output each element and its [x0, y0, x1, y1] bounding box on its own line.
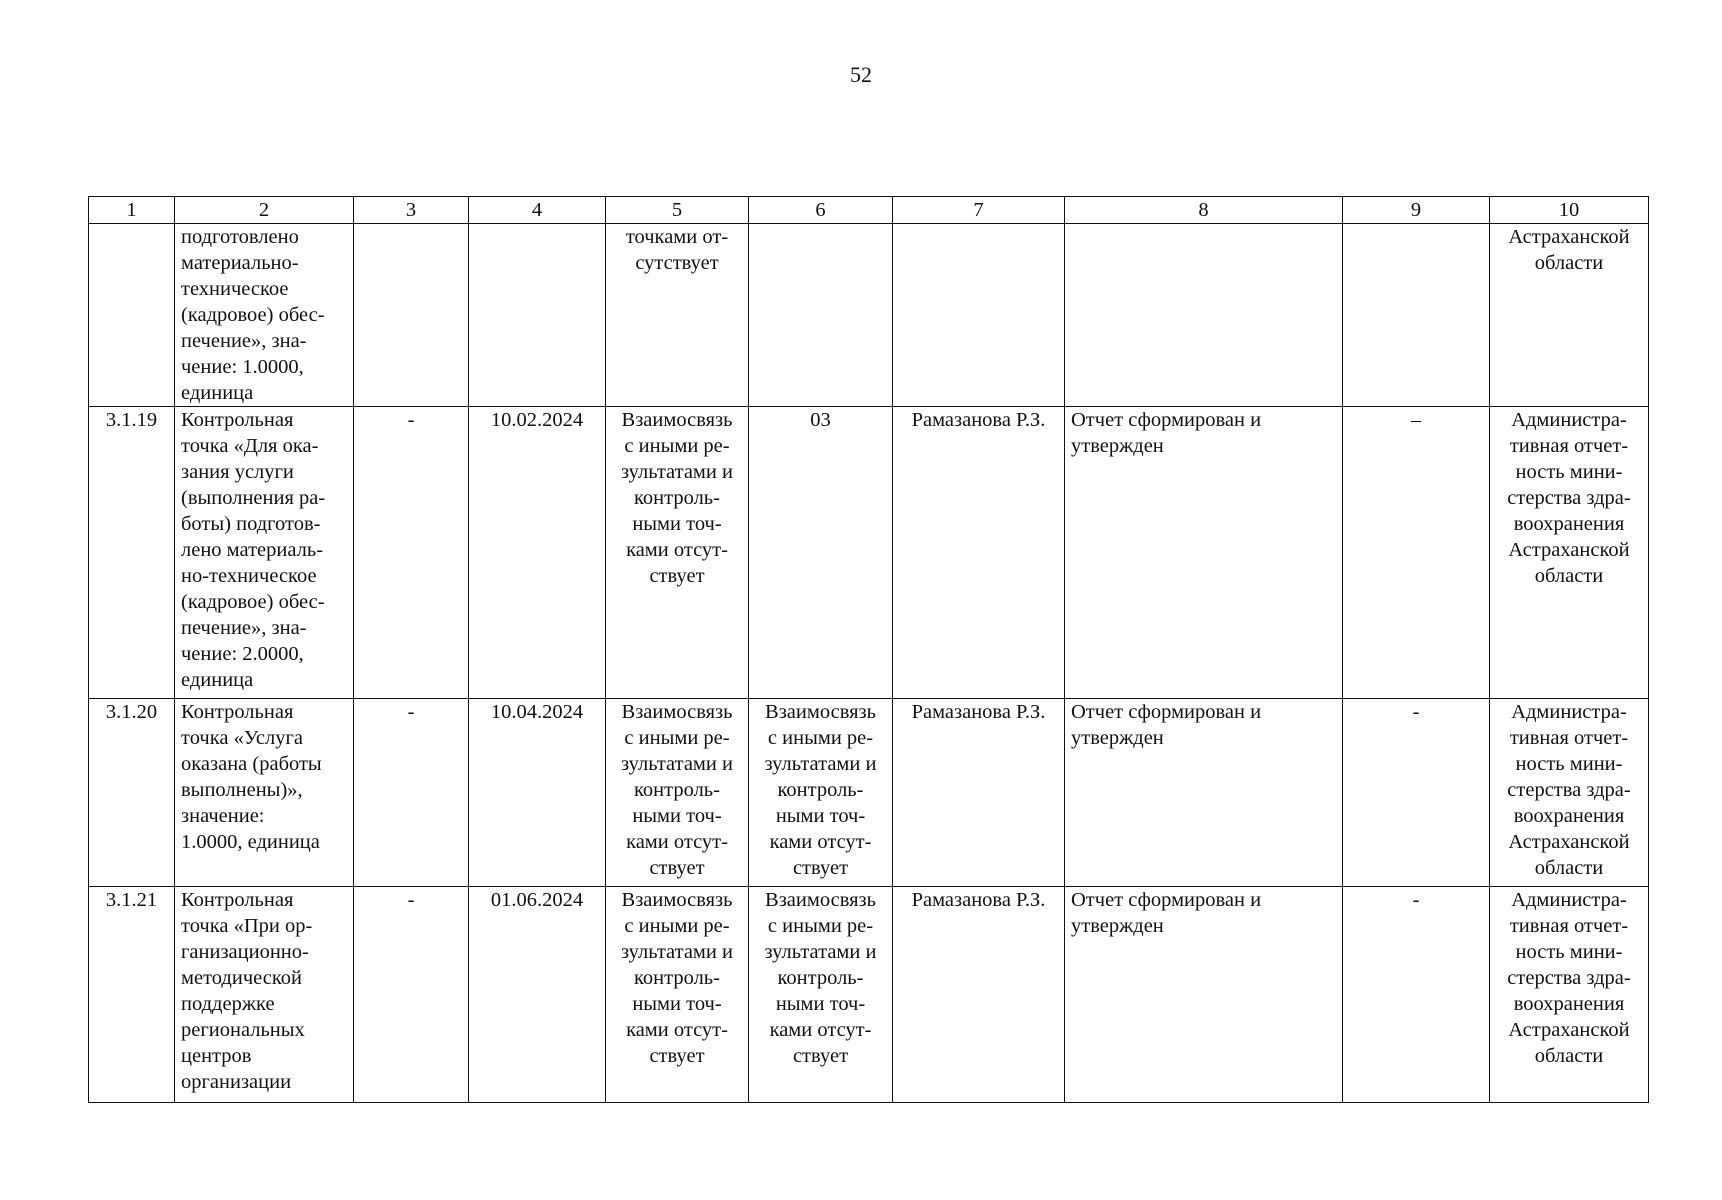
- cell-col3: [354, 224, 469, 407]
- cell-name: Контрольная точка «Для ока- зания услуги (выполнения ра- боты) подготов- лено материаль- но-техническое (кадровое) обес- печение», зна- чение: 2.0000, единица: [175, 407, 354, 699]
- cell-name: Контрольная точка «При ор- ганизационно- методической поддержке региональных центров организации: [175, 887, 354, 1103]
- cell-date: 10.04.2024: [469, 699, 606, 887]
- cell-date: 10.02.2024: [469, 407, 606, 699]
- table-row: [89, 699, 1649, 887]
- plan-table: [88, 196, 1649, 1103]
- column-header-3: 3: [354, 197, 469, 224]
- cell-source: Администра- тивная отчет- ность мини- стерства здра- воохранения Астраханской области: [1490, 887, 1649, 1103]
- cell-col6: Взаимосвязь с иными ре- зультатами и контроль- ными точ- ками отсут- ствует: [749, 699, 893, 887]
- cell-number: 3.1.19: [89, 407, 175, 699]
- cell-col9: [1343, 224, 1490, 407]
- cell-col6: Взаимосвязь с иными ре- зультатами и контроль- ными точ- ками отсут- ствует: [749, 887, 893, 1103]
- cell-document: [1065, 224, 1343, 407]
- cell-date: [469, 224, 606, 407]
- cell-number: 3.1.20: [89, 699, 175, 887]
- cell-relation: точками от- сутствует: [606, 224, 749, 407]
- cell-col6: 03: [749, 407, 893, 699]
- column-header-9: 9: [1343, 197, 1490, 224]
- column-header-6: 6: [749, 197, 893, 224]
- column-header-8: 8: [1065, 197, 1343, 224]
- cell-date: 01.06.2024: [469, 887, 606, 1103]
- cell-col3: -: [354, 407, 469, 699]
- cell-col3: -: [354, 887, 469, 1103]
- cell-source: Администра- тивная отчет- ность мини- стерства здра- воохранения Астраханской области: [1490, 699, 1649, 887]
- table-row: [89, 407, 1649, 699]
- cell-responsible: Рамазанова Р.З.: [893, 407, 1065, 699]
- cell-source: Администра- тивная отчет- ность мини- стерства здра- воохранения Астраханской области: [1490, 407, 1649, 699]
- cell-col9: -: [1343, 887, 1490, 1103]
- cell-relation: Взаимосвязь с иными ре- зультатами и контроль- ными точ- ками отсут- ствует: [606, 407, 749, 699]
- cell-number: 3.1.21: [89, 887, 175, 1103]
- column-header-4: 4: [469, 197, 606, 224]
- cell-responsible: [893, 224, 1065, 407]
- cell-col3: -: [354, 699, 469, 887]
- column-header-10: 10: [1490, 197, 1649, 224]
- cell-relation: Взаимосвязь с иными ре- зультатами и контроль- ными точ- ками отсут- ствует: [606, 887, 749, 1103]
- table-row: [89, 224, 1649, 407]
- column-header-1: 1: [89, 197, 175, 224]
- cell-col6: [749, 224, 893, 407]
- column-header-2: 2: [175, 197, 354, 224]
- cell-document: Отчет сформирован и утвержден: [1065, 887, 1343, 1103]
- cell-document: Отчет сформирован и утвержден: [1065, 407, 1343, 699]
- cell-col9: –: [1343, 407, 1490, 699]
- table-row: [89, 887, 1649, 1103]
- column-header-7: 7: [893, 197, 1065, 224]
- cell-name: Контрольная точка «Услуга оказана (работы выполнены)», значение: 1.0000, единица: [175, 699, 354, 887]
- cell-source: Астраханской области: [1490, 224, 1649, 407]
- cell-col9: -: [1343, 699, 1490, 887]
- cell-responsible: Рамазанова Р.З.: [893, 699, 1065, 887]
- cell-name: подготовлено материально- техническое (кадровое) обес- печение», зна- чение: 1.0000, единица: [175, 224, 354, 407]
- cell-number: [89, 224, 175, 407]
- cell-responsible: Рамазанова Р.З.: [893, 887, 1065, 1103]
- cell-relation: Взаимосвязь с иными ре- зультатами и контроль- ными точ- ками отсут- ствует: [606, 699, 749, 887]
- header-row: [89, 197, 1649, 224]
- page-number: 52: [850, 62, 872, 87]
- cell-document: Отчет сформирован и утвержден: [1065, 699, 1343, 887]
- column-header-5: 5: [606, 197, 749, 224]
